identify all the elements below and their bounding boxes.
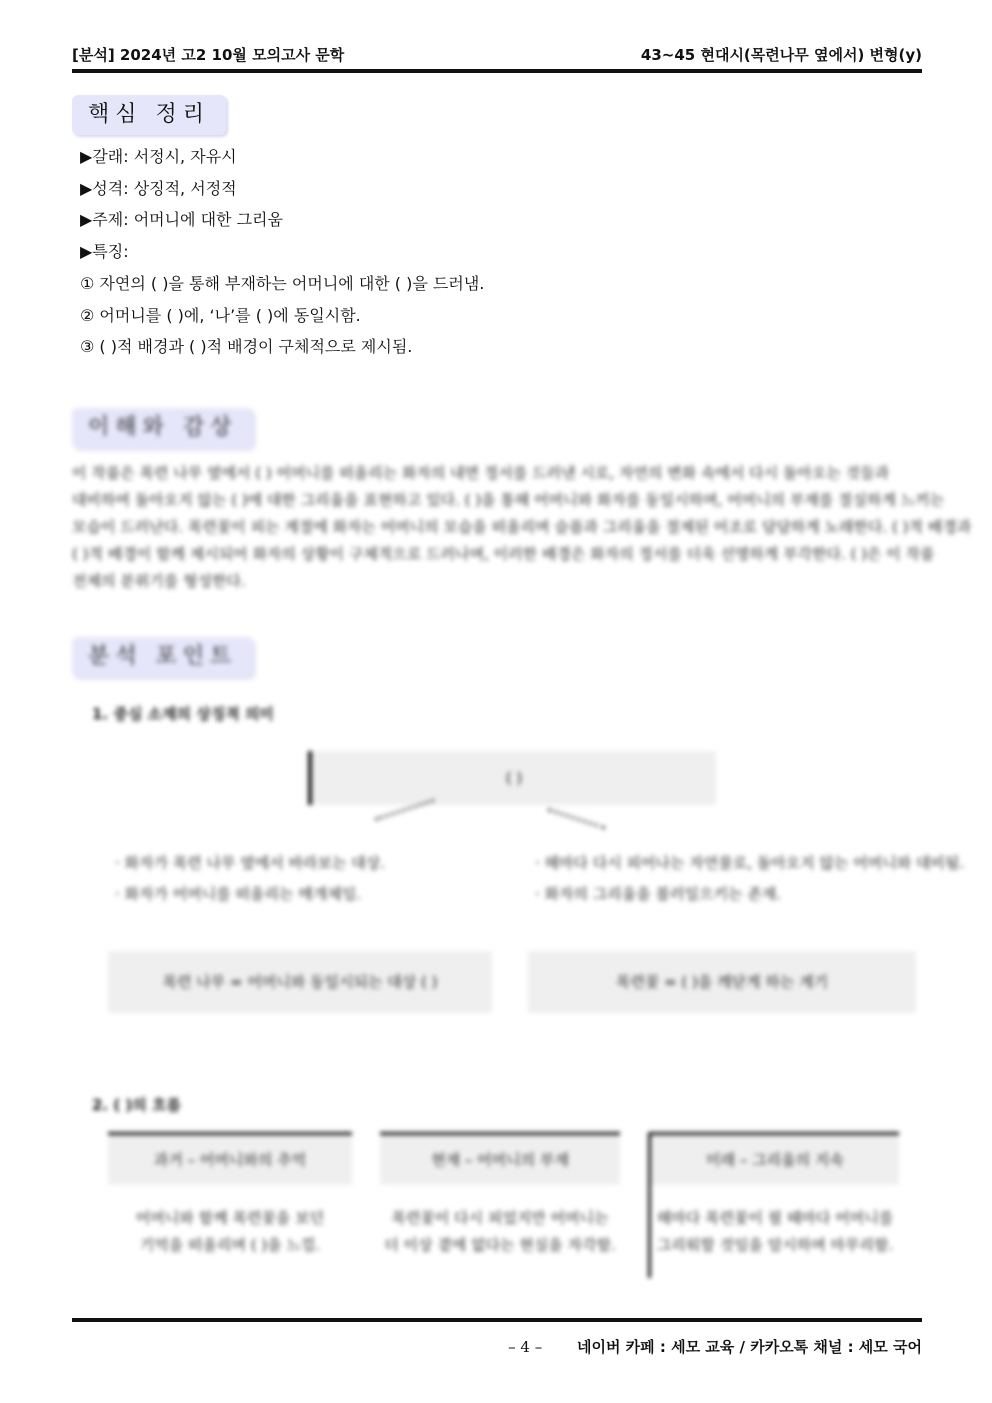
point1-heading: 1. 중심 소재의 상징적 의미 (92, 705, 274, 723)
present-card (380, 1132, 620, 1259)
card-body (380, 1185, 620, 1259)
connector-right (548, 808, 606, 829)
point2-heading: 2. ( )의 흐름 (92, 1096, 181, 1114)
commentary-line: 전체의 분위기를 형성한다. (72, 572, 246, 590)
future-card (648, 1132, 899, 1278)
commentary-paragraph (72, 460, 972, 595)
commentary-line: 대비하여 돌아오지 않는 ( )에 대한 그리움을 표현하고 있다. ( )을 통해 어머니와 화자를 동일시하며, 어머니의 부재를 절실하게 느끼는 (72, 491, 945, 509)
feature-3: ③ ( )적 배경과 ( )적 배경이 구체적으로 제시됨. (80, 337, 413, 356)
key-summary-title: 핵심 정리 (72, 95, 226, 135)
right-summary-box (528, 951, 916, 1013)
right-bullet: · 해마다 다시 피어나는 자연물로, 돌아오지 않는 어머니와 대비됨. (535, 854, 965, 872)
theme-line: ▶주제: 어머니에 대한 그리움 (80, 210, 283, 229)
header-rule (72, 69, 922, 73)
commentary-line: 이 작품은 목련 나무 옆에서 ( ) 어머니를 떠올리는 화자의 내면 정서를 드러낸 시로, 자연의 변화 속에서 다시 돌아오는 것들과 (72, 464, 890, 482)
center-concept-text: ( ) (505, 769, 523, 787)
left-summary-box (108, 951, 492, 1013)
analysis-title: 분석 포인트 (72, 637, 253, 677)
card-line: 더 이상 곁에 없다는 현실을 자각함. (384, 1236, 616, 1254)
page-header (72, 44, 922, 64)
card-line: 해마다 목련꽃이 필 때마다 어머니를 (656, 1209, 894, 1227)
features-label: ▶특징: (80, 242, 129, 261)
card-body (651, 1185, 899, 1259)
card-line: 그리워할 것임을 암시하며 마무리함. (656, 1236, 894, 1254)
header-left-title: [분석] 2024년 고2 10월 모의고사 문학 (72, 46, 345, 64)
past-card (108, 1132, 352, 1259)
feature-1: ① 자연의 ( )을 통해 부재하는 어머니에 대한 ( )을 드러냄. (80, 274, 485, 293)
center-concept-box (308, 751, 716, 805)
right-summary-text: 목련꽃 = ( )을 깨닫게 하는 계기 (615, 973, 829, 991)
page-number: – 4 – (508, 1338, 543, 1356)
header-right-title: 43~45 현대시(목련나무 옆에서) 변형(y) (640, 46, 922, 64)
commentary-title: 이해와 감상 (72, 408, 253, 448)
left-bullet: · 화자가 목련 나무 옆에서 바라보는 대상. (115, 854, 385, 872)
card-caption: 미래 – 그리움의 지속 (651, 1132, 899, 1185)
genre-line: ▶갈래: 서정시, 자유시 (80, 147, 237, 166)
card-body (108, 1185, 352, 1259)
card-caption: 과거 – 어머니와의 추억 (108, 1132, 352, 1185)
page-footer (508, 1336, 922, 1357)
footer-rule (72, 1318, 922, 1322)
card-caption: 현재 – 어머니의 부재 (380, 1132, 620, 1185)
card-line: 목련꽃이 다시 피었지만 어머니는 (391, 1209, 609, 1227)
commentary-line: ( )적 배경이 함께 제시되어 화자의 상황이 구체적으로 드러나며, 이러한 배경은 화자의 정서를 더욱 선명하게 부각한다. ( )은 이 작품 (72, 545, 935, 563)
left-summary-text: 목련 나무 = 어머니와 동일시되는 대상 ( ) (162, 973, 438, 991)
card-line: 어머니와 함께 목련꽃을 보던 (135, 1209, 325, 1227)
feature-2: ② 어머니를 ( )에, ‘나’를 ( )에 동일시함. (80, 306, 361, 325)
left-bullet: · 화자가 어머니를 떠올리는 매개체임. (115, 885, 361, 903)
footer-brand: 네이버 카페 : 세모 교육 / 카카오톡 채널 : 세모 국어 (576, 1338, 922, 1356)
commentary-line: 모습이 드러난다. 목련꽃이 피는 계절에 화자는 어머니의 모습을 떠올리며 슬픔과 그리움을 절제된 어조로 담담하게 노래한다. ( )적 배경과 (72, 518, 972, 536)
card-line: 기억을 떠올리며 ( )을 느낌. (139, 1236, 321, 1254)
right-bullet: · 화자의 그리움을 불러일으키는 존재. (535, 885, 781, 903)
character-line: ▶성격: 상징적, 서정적 (80, 179, 237, 198)
